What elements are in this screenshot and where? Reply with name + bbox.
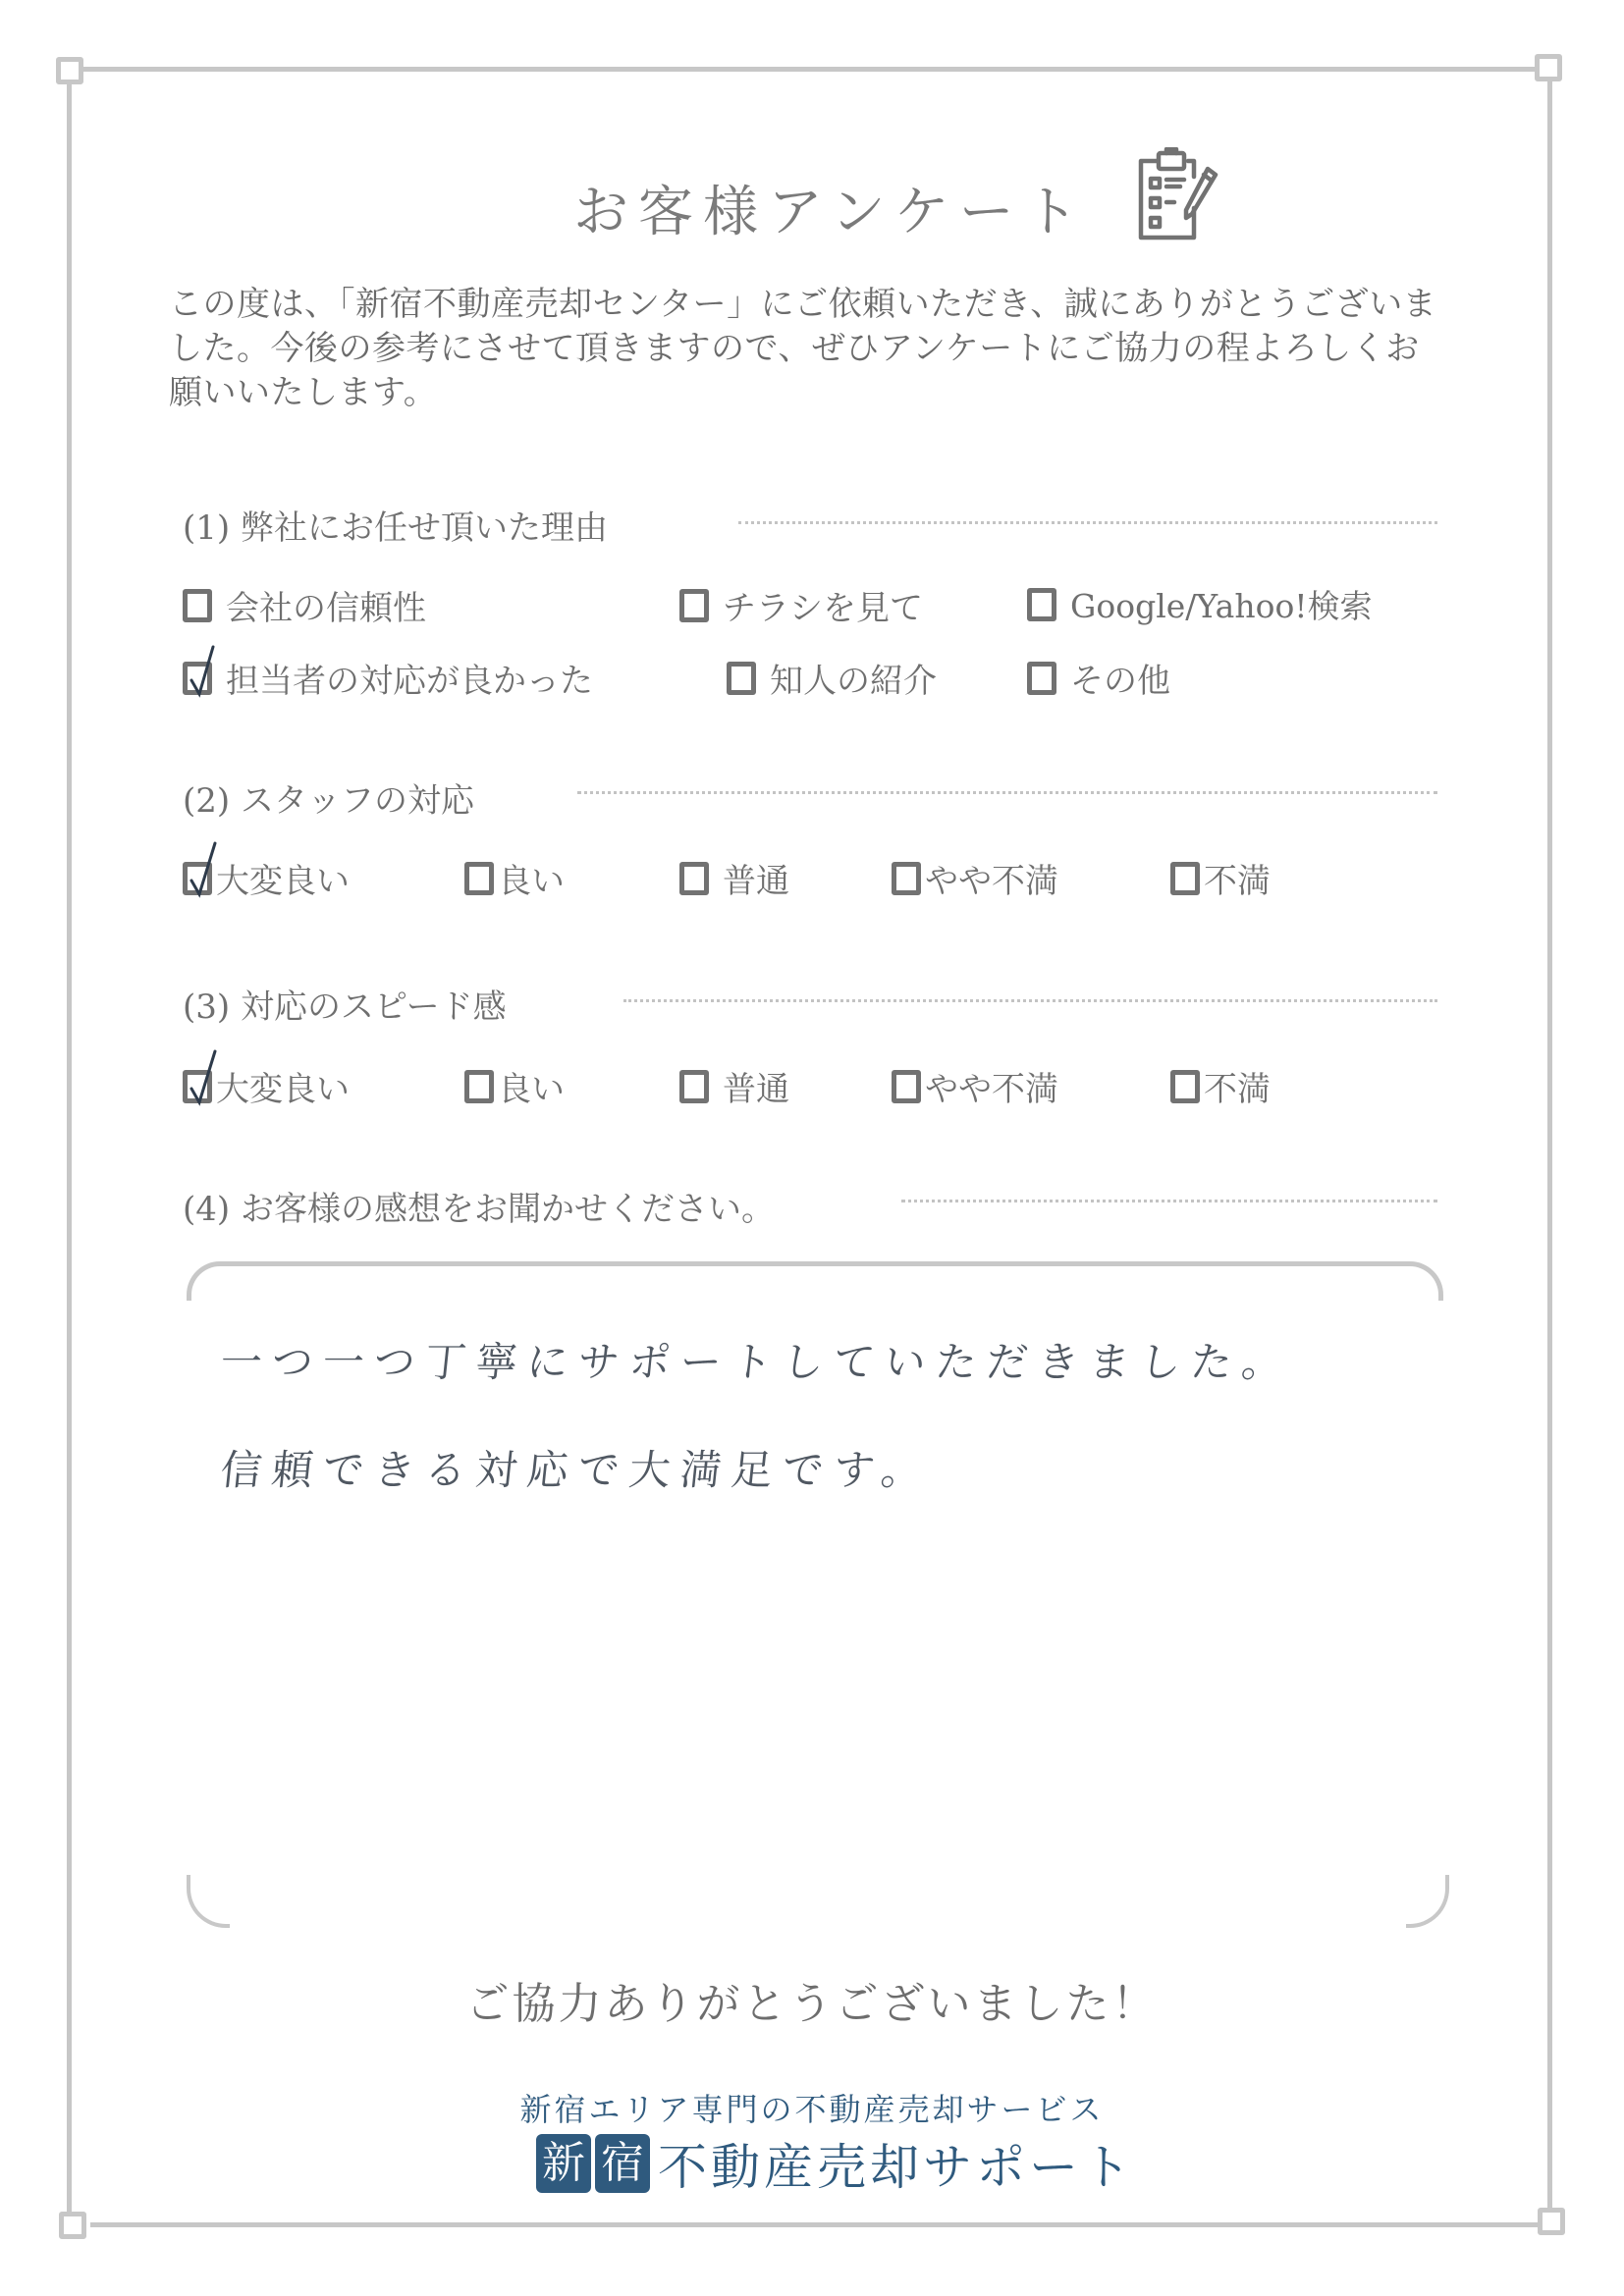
intro-line: した。今後の参考にさせて頂きますので、ぜひアンケートにご協力の程よろしくお: [169, 329, 1420, 368]
checkbox[interactable]: [183, 662, 212, 695]
question-2-dotted-rule: [577, 791, 1437, 794]
checkbox[interactable]: [1170, 862, 1200, 895]
q1-option-staff-response[interactable]: [183, 654, 593, 702]
checkbox[interactable]: [1170, 1070, 1200, 1103]
logo-block: 新: [536, 2134, 591, 2193]
checkbox[interactable]: [892, 862, 921, 895]
option-label: 普通: [723, 862, 789, 901]
checkbox[interactable]: [183, 862, 212, 895]
intro-paragraph: [169, 283, 1465, 415]
company-logo: [536, 2128, 1135, 2199]
checkbox[interactable]: [183, 1070, 212, 1103]
q1-option-flyer[interactable]: [679, 581, 923, 629]
q2-option-good[interactable]: [464, 854, 565, 902]
q3-option-good[interactable]: [464, 1062, 565, 1110]
frame-right-border: [1547, 79, 1552, 2211]
logo-block: 宿: [595, 2134, 650, 2193]
q3-option-average[interactable]: [679, 1062, 789, 1110]
question-3-heading: (3) 対応のスピード感: [183, 988, 507, 1027]
thank-you-message: ご協力ありがとうございました！: [465, 1979, 1159, 2029]
option-label: 不満: [1204, 862, 1271, 901]
question-4-heading: (4) お客様の感想をお聞かせください。: [183, 1190, 775, 1229]
frame-corner-bottom-left: [59, 2212, 86, 2239]
checkbox[interactable]: [679, 862, 709, 895]
option-label: 大変良い: [216, 1070, 350, 1109]
q1-option-referral[interactable]: [727, 654, 937, 702]
intro-line: この度は、「新宿不動産売却センター」にご依頼いただき、誠にありがとうございま: [169, 285, 1437, 324]
checkbox[interactable]: [727, 662, 756, 695]
comment-box-top-frame: [187, 1261, 1443, 1301]
option-label: 大変良い: [216, 862, 350, 901]
frame-bottom-border: [90, 2222, 1561, 2227]
checkbox[interactable]: [464, 1070, 494, 1103]
checkbox[interactable]: [1027, 588, 1056, 621]
option-label: 良い: [498, 862, 565, 901]
comment-box-bottom-left-corner: [187, 1875, 230, 1928]
question-1-heading: (1) 弊社にお任せ頂いた理由: [183, 508, 608, 548]
option-label: 良い: [498, 1070, 565, 1109]
option-label: 知人の紹介: [770, 662, 937, 701]
frame-left-border: [67, 80, 72, 2220]
q3-option-dissatisfied[interactable]: [1170, 1062, 1271, 1110]
checkbox[interactable]: [679, 589, 709, 622]
page-title: お客様アンケート: [573, 181, 1089, 244]
q2-option-slightly-dissatisfied[interactable]: [892, 854, 1058, 902]
intro-line: 願いいたします。: [169, 373, 438, 412]
comment-box-bottom-right-corner: [1406, 1875, 1449, 1928]
q1-option-search-engine[interactable]: [1027, 581, 1373, 627]
handwritten-comment-line: 信頼できる対応で大満足です。: [218, 1446, 935, 1494]
question-2-heading: (2) スタッフの対応: [183, 781, 474, 821]
q3-option-slightly-dissatisfied[interactable]: [892, 1062, 1058, 1110]
question-4-dotted-rule: [901, 1200, 1437, 1202]
option-label: やや不満: [925, 862, 1058, 901]
option-label: Google/Yahoo!検索: [1070, 587, 1373, 625]
q2-option-very-good[interactable]: [183, 854, 350, 902]
q1-option-company-reliability[interactable]: [183, 581, 426, 629]
checkbox[interactable]: [464, 862, 494, 895]
option-label: 不満: [1204, 1070, 1271, 1109]
clipboard-checklist-pen-icon: [1131, 147, 1229, 245]
checkbox[interactable]: [892, 1070, 921, 1103]
title-row: [0, 147, 1624, 255]
logo-text: 不動産売却サポート: [658, 2139, 1135, 2196]
question-1-dotted-rule: [738, 521, 1437, 524]
q2-option-average[interactable]: [679, 854, 789, 902]
option-label: 担当者の対応が良かった: [226, 662, 593, 701]
q3-option-very-good[interactable]: [183, 1062, 350, 1110]
frame-corner-top-right: [1535, 54, 1562, 81]
q1-option-other[interactable]: [1027, 654, 1170, 702]
frame-corner-top-left: [56, 57, 83, 84]
option-label: 普通: [723, 1070, 789, 1109]
option-label: その他: [1070, 662, 1170, 701]
checkbox[interactable]: [183, 589, 212, 622]
checkbox[interactable]: [679, 1070, 709, 1103]
q2-option-dissatisfied[interactable]: [1170, 854, 1271, 902]
question-3-dotted-rule: [623, 999, 1437, 1002]
company-tagline: 新宿エリア専門の不動産売却サービス: [519, 2091, 1105, 2128]
option-label: やや不満: [925, 1070, 1058, 1109]
handwritten-comment-line: 一つ一つ丁寧にサポートしていただきました。: [218, 1338, 1296, 1386]
frame-corner-bottom-right: [1538, 2208, 1565, 2235]
frame-top-border: [79, 67, 1549, 72]
option-label: 会社の信頼性: [226, 589, 426, 628]
checkbox[interactable]: [1027, 662, 1056, 695]
option-label: チラシを見て: [723, 589, 923, 628]
